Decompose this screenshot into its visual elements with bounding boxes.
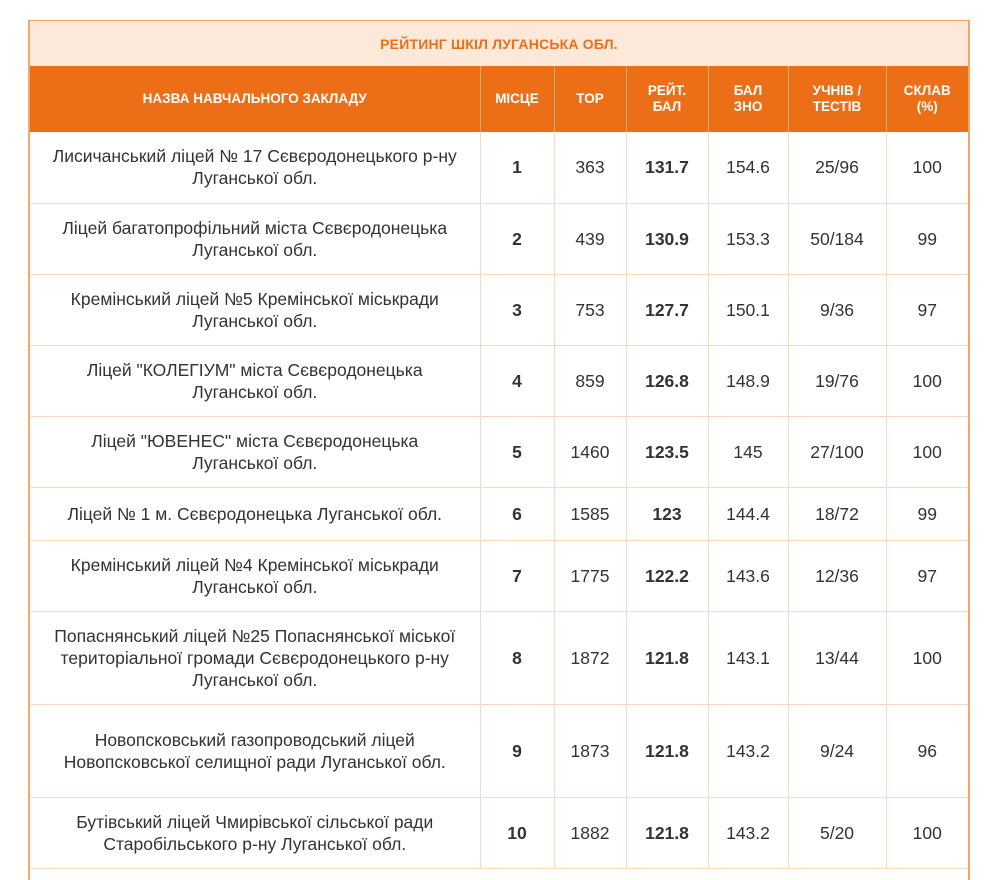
school-name: Ліцей № 1 м. Сєвєродонецька Луганської обл. (30, 487, 480, 540)
table-row (30, 274, 968, 345)
school-name: Бутівський ліцей Чмирівської сільської ради Старобільського р-ну Луганської обл. (30, 797, 480, 868)
table-row (30, 704, 968, 797)
students-value: 50/184 (788, 203, 886, 274)
place-value: 5 (480, 416, 554, 487)
header-share: СКЛАВ (%) (886, 66, 968, 132)
table-row (30, 345, 968, 416)
rating-value: 130.9 (626, 203, 708, 274)
ranking-table (30, 66, 968, 869)
table-row (30, 203, 968, 274)
place-value: 8 (480, 611, 554, 704)
top-value: 1872 (554, 611, 626, 704)
header-name: НАЗВА НАВЧАЛЬНОГО ЗАКЛАДУ (30, 66, 480, 132)
header-place: МІСЦЕ (480, 66, 554, 132)
share-value: 100 (886, 132, 968, 203)
ranking-table-container (28, 20, 970, 880)
table-header (30, 66, 968, 132)
place-value: 7 (480, 540, 554, 611)
students-value: 18/72 (788, 487, 886, 540)
students-value: 9/24 (788, 704, 886, 797)
place-value: 4 (480, 345, 554, 416)
school-name: Ліцей "ЮВЕНЕС" міста Сєвєродонецька Луганської обл. (30, 416, 480, 487)
table-row (30, 797, 968, 868)
school-name: Кремінський ліцей №5 Кремінської міськради Луганської обл. (30, 274, 480, 345)
place-value: 2 (480, 203, 554, 274)
table-row (30, 132, 968, 203)
top-value: 439 (554, 203, 626, 274)
top-value: 1873 (554, 704, 626, 797)
school-name: Лисичанський ліцей № 17 Сєвєродонецького р-ну Луганської обл. (30, 132, 480, 203)
place-value: 10 (480, 797, 554, 868)
rating-value: 126.8 (626, 345, 708, 416)
table-caption: РЕЙТИНГ ШКІЛ ЛУГАНСЬКА ОБЛ. (30, 21, 968, 66)
students-value: 19/76 (788, 345, 886, 416)
place-value: 3 (480, 274, 554, 345)
top-value: 1775 (554, 540, 626, 611)
place-value: 6 (480, 487, 554, 540)
students-value: 9/36 (788, 274, 886, 345)
rating-value: 122.2 (626, 540, 708, 611)
rating-value: 127.7 (626, 274, 708, 345)
school-name: Попаснянський ліцей №25 Попаснянської міської територіальної громади Сєвєродонецького р-ну Луганської обл. (30, 611, 480, 704)
table-row (30, 416, 968, 487)
top-value: 1585 (554, 487, 626, 540)
rating-value: 123.5 (626, 416, 708, 487)
rating-value: 123 (626, 487, 708, 540)
share-value: 97 (886, 274, 968, 345)
share-value: 99 (886, 203, 968, 274)
place-value: 9 (480, 704, 554, 797)
school-name: Новопсковський газопроводський ліцей Новопсковської селищної ради Луганської обл. (30, 704, 480, 797)
zno-value: 145 (708, 416, 788, 487)
rating-value: 121.8 (626, 611, 708, 704)
share-value: 97 (886, 540, 968, 611)
zno-value: 143.6 (708, 540, 788, 611)
zno-value: 143.2 (708, 797, 788, 868)
students-value: 12/36 (788, 540, 886, 611)
top-value: 859 (554, 345, 626, 416)
zno-value: 154.6 (708, 132, 788, 203)
share-value: 100 (886, 611, 968, 704)
top-value: 1460 (554, 416, 626, 487)
students-value: 5/20 (788, 797, 886, 868)
table-row (30, 611, 968, 704)
table-row (30, 487, 968, 540)
table-row (30, 540, 968, 611)
students-value: 25/96 (788, 132, 886, 203)
header-zno: БАЛ ЗНО (708, 66, 788, 132)
students-value: 27/100 (788, 416, 886, 487)
rating-value: 121.8 (626, 797, 708, 868)
zno-value: 148.9 (708, 345, 788, 416)
zno-value: 143.2 (708, 704, 788, 797)
table-body (30, 132, 968, 868)
school-name: Ліцей багатопрофільний міста Сєвєродонецька Луганської обл. (30, 203, 480, 274)
zno-value: 150.1 (708, 274, 788, 345)
share-value: 100 (886, 345, 968, 416)
top-value: 753 (554, 274, 626, 345)
zno-value: 143.1 (708, 611, 788, 704)
zno-value: 144.4 (708, 487, 788, 540)
students-value: 13/44 (788, 611, 886, 704)
header-rating: РЕЙТ. БАЛ (626, 66, 708, 132)
share-value: 100 (886, 416, 968, 487)
school-name: Кремінський ліцей №4 Кремінської міськради Луганської обл. (30, 540, 480, 611)
header-top: ТОР (554, 66, 626, 132)
rating-value: 131.7 (626, 132, 708, 203)
share-value: 99 (886, 487, 968, 540)
header-students: УЧНІВ / ТЕСТІВ (788, 66, 886, 132)
share-value: 100 (886, 797, 968, 868)
zno-value: 153.3 (708, 203, 788, 274)
share-value: 96 (886, 704, 968, 797)
top-value: 363 (554, 132, 626, 203)
school-name: Ліцей "КОЛЕГІУМ" міста Сєвєродонецька Луганської обл. (30, 345, 480, 416)
rating-value: 121.8 (626, 704, 708, 797)
top-value: 1882 (554, 797, 626, 868)
place-value: 1 (480, 132, 554, 203)
